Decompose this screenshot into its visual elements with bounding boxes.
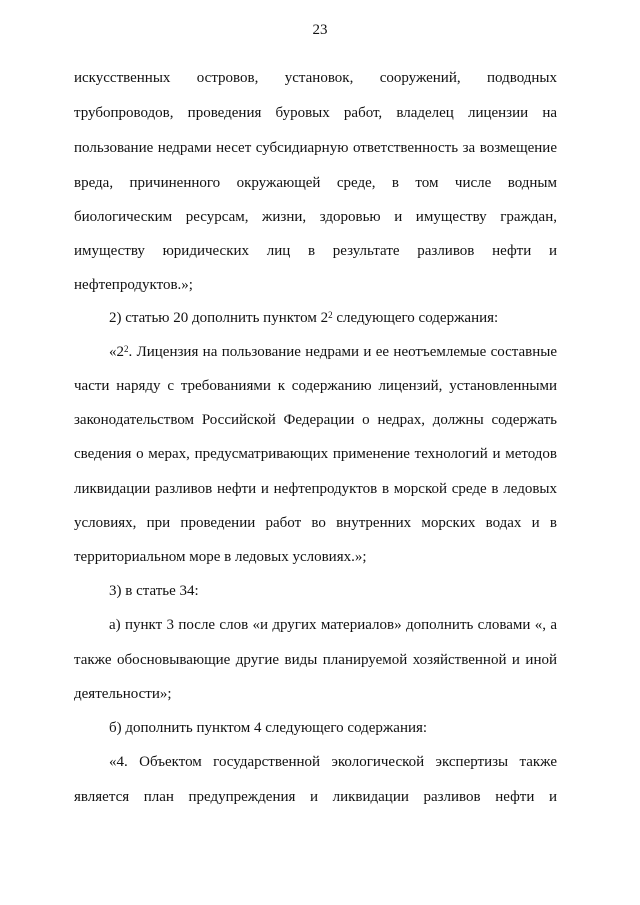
text-line: деятельности»; xyxy=(74,686,172,702)
text-line: нефтепродуктов.»; xyxy=(74,277,193,293)
superscript: 2 xyxy=(328,310,333,320)
text-line: трубопроводов, проведения буровых работ, владелец лицензии на xyxy=(74,105,557,121)
text-line: пользование недрами несет субсидиарную ответственность за возмещение xyxy=(74,140,557,156)
quote-4-first-line: «4. Объектом государственной экологической экспертизы также xyxy=(109,754,557,770)
page-number: 23 xyxy=(312,22,328,38)
item-2-text-end: следующего содержания: xyxy=(332,310,499,326)
quote-2-first-line xyxy=(109,342,557,362)
text-line: биологическим ресурсам, жизни, здоровью и имуществу граждан, xyxy=(74,209,557,225)
text-line: территориальном море в ледовых условиях.»; xyxy=(74,549,367,565)
text-line: вреда, причиненного окружающей среде, в том числе водным xyxy=(74,175,557,191)
quote-2-open: «2 xyxy=(109,344,124,360)
text-line: законодательством Российской Федерации о недрах, должны содержать xyxy=(74,412,557,428)
text-line: имуществу юридических лиц в результате разливов нефти и xyxy=(74,243,557,259)
text-line: условиях, при проведении работ во внутренних морских водах и в xyxy=(74,515,557,531)
text-line: ликвидации разливов нефти и нефтепродуктов в морской среде в ледовых xyxy=(74,481,557,497)
quote-2-text: . Лицензия на пользование недрами и ее неотъемлемые составные xyxy=(128,344,557,360)
text-line: сведения о мерах, предусматривающих применение технологий и методов xyxy=(74,446,557,462)
item-2-text: 2) статью 20 дополнить пунктом 2 xyxy=(109,310,329,326)
text-line: также обосновывающие другие виды планируемой хозяйственной и иной xyxy=(74,652,557,668)
item-3a-line: а) пункт 3 после слов «и других материалов» дополнить словами «, а xyxy=(109,617,557,633)
item-3b-line: б) дополнить пунктом 4 следующего содержания: xyxy=(109,720,428,736)
text-line: части наряду с требованиями к содержанию лицензий, установленными xyxy=(74,378,557,394)
text-line: является план предупреждения и ликвидации разливов нефти и xyxy=(74,789,557,805)
item-2-heading xyxy=(109,308,557,328)
superscript: 2 xyxy=(124,344,129,354)
item-3-heading: 3) в статье 34: xyxy=(109,583,199,599)
text-line: искусственных островов, установок, сооружений, подводных xyxy=(74,70,557,86)
